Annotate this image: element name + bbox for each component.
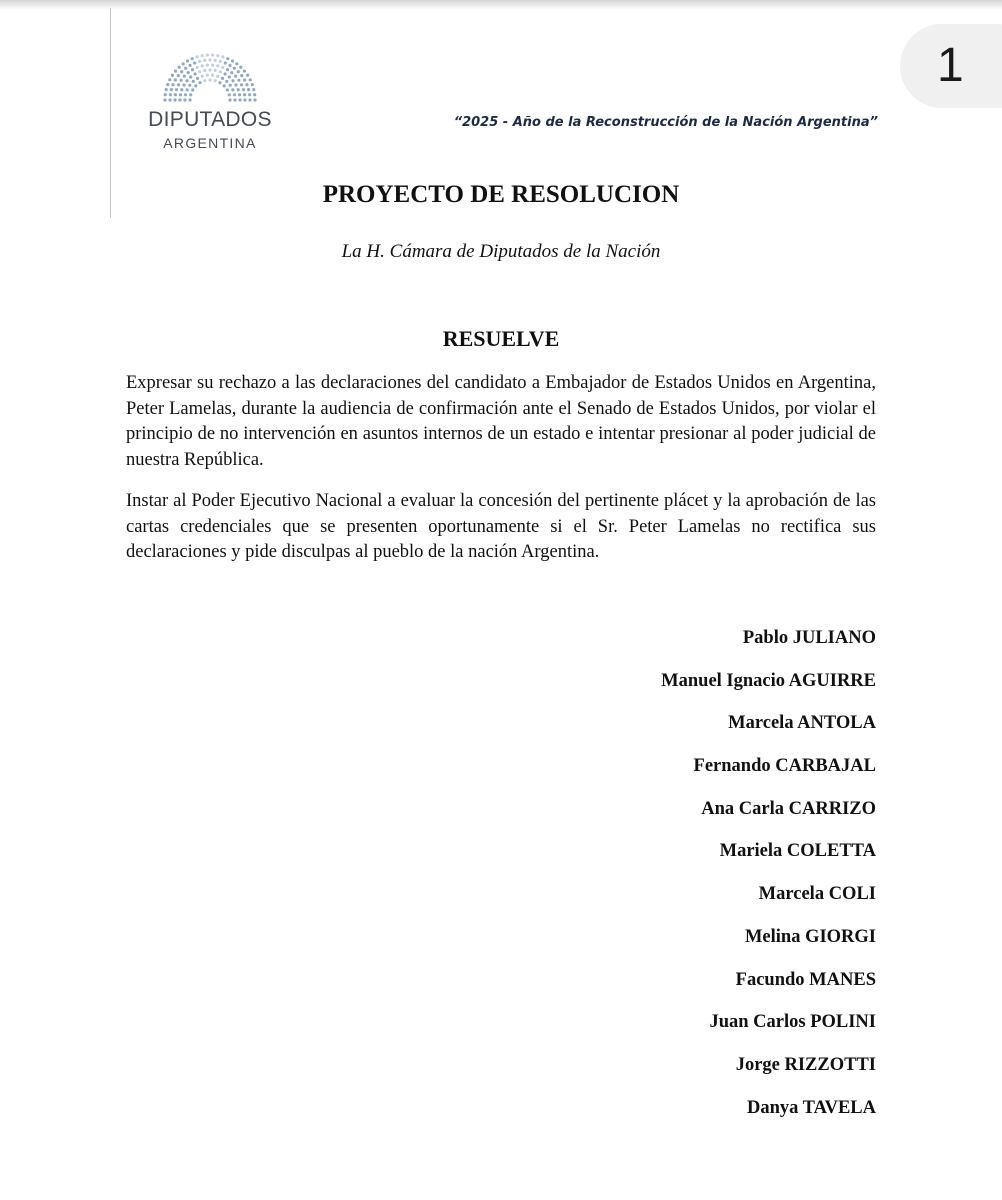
logo-title: DIPUTADOS [148, 108, 272, 131]
chamber-line: La H. Cámara de Diputados de la Nación [341, 241, 661, 262]
year-motto: “2025 - Año de la Reconstrucción de la Nación Argentina” [453, 115, 878, 130]
signer-name: Marcela COLI [758, 884, 876, 905]
signer-name: Mariela COLETTA [719, 841, 876, 862]
signer-name: Ana Carla CARRIZO [701, 798, 876, 819]
resolution-paragraph: Instar al Poder Ejecutivo Nacional a evaluar la concesión del pertinente plácet y la aprobación de las cartas credenciales que se presenten oportunamente si el Sr. Peter Lamelas no rectifica sus declaraciones y pide disculpas al pueblo de la nación Argentina. [126, 491, 876, 562]
signer-name: Melina GIORGI [744, 926, 876, 947]
resolution-paragraph: Expresar su rechazo a las declaraciones del candidato a Embajador de Estados Unidos en Argentina, Peter Lamelas, durante la audiencia de confirmación ante el Senado de Estados Unidos, por violar el principio de no intervención en asuntos internos de un estado e intentar presionar al poder judicial de nuestra República. [126, 373, 876, 470]
document-title: PROYECTO DE RESOLUCION [322, 181, 680, 208]
page-number: 1 [937, 39, 964, 92]
diputados-logo [140, 50, 280, 155]
signer-name: Facundo MANES [735, 969, 876, 990]
resolve-heading: RESUELVE [442, 326, 560, 351]
signer-name: Danya TAVELA [746, 1097, 876, 1118]
signer-name: Juan Carlos POLINI [709, 1012, 876, 1033]
viewer-top-shadow [0, 0, 1002, 10]
hemicycle-icon [161, 50, 259, 102]
signer-name: Pablo JULIANO [742, 628, 876, 648]
signer-name: Fernando CARBAJAL [693, 756, 876, 777]
signer-name: Manuel Ignacio AGUIRRE [661, 670, 876, 691]
signer-name: Jorge RIZZOTTI [735, 1054, 876, 1075]
signer-name: Marcela ANTOLA [728, 713, 876, 734]
signers-list [500, 624, 876, 1136]
logo-subtitle: ARGENTINA [163, 135, 257, 151]
